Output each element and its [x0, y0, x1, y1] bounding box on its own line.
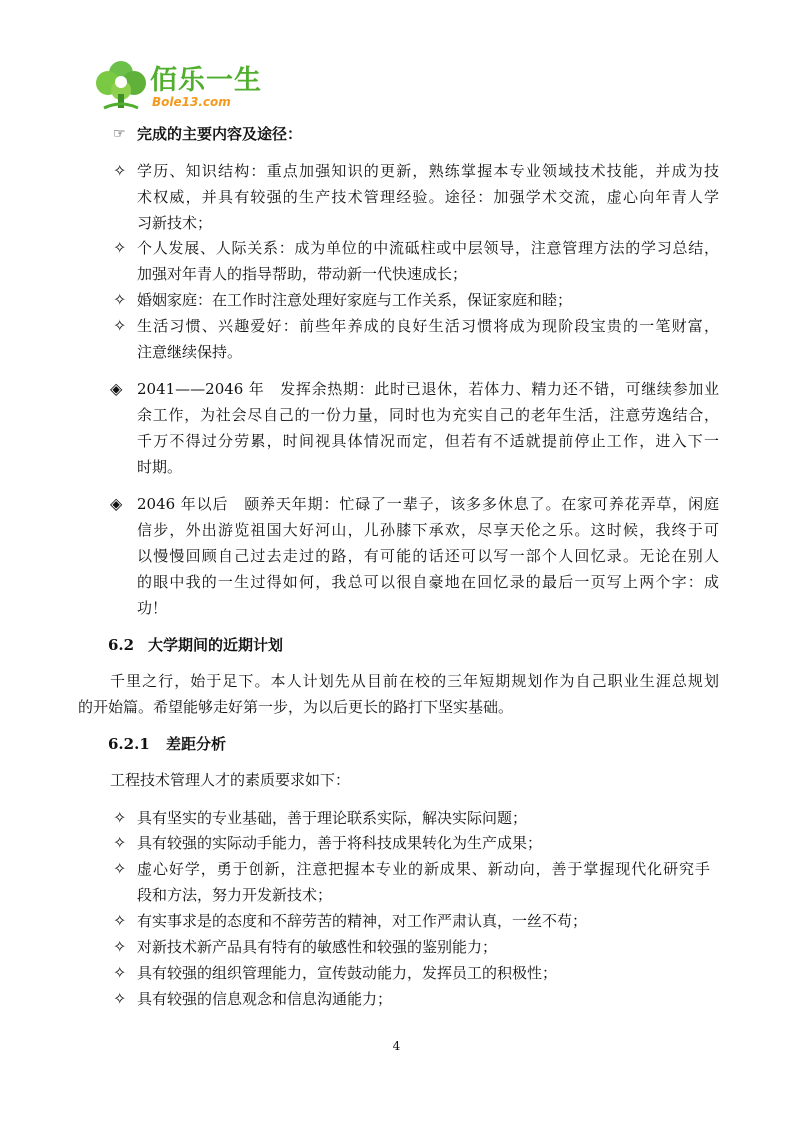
- diamond-bullet-icon: ✧: [113, 963, 127, 982]
- list-item-line: 具有较强的组织管理能力，宣传鼓动能力，发挥员工的积极性；: [137, 964, 558, 982]
- list-item-line: 具有坚实的专业基础，善于理论联系实际，解决实际问题；: [137, 809, 528, 827]
- phase-line: 余工作，为社会尽自己的一份力量，同时也为充实自己的老年生活，注意劳逸结合，: [137, 406, 719, 424]
- list-item-line: 具有较强的信息观念和信息沟通能力；: [137, 990, 393, 1008]
- phase-line: 的眼中我的一生过得如何，我总可以很自豪地在回忆录的最后一页写上两个字：成: [137, 573, 719, 591]
- diamond-bullet-icon: ✧: [113, 808, 127, 827]
- logo: [94, 58, 264, 116]
- list-item-line: 个人发展、人际关系：成为单位的中流砥柱或中层领导，注意管理方法的学习总结，: [137, 239, 719, 257]
- logo-name: 佰乐一生: [150, 65, 262, 96]
- subsection-number: 6.2.1: [108, 735, 150, 753]
- diamond-bullet-icon: ✧: [113, 290, 127, 309]
- phase-line: 2046 年以后 颐养天年期：忙碌了一辈子，该多多休息了。在家可养花弄草，闲庭: [137, 495, 719, 513]
- tree-logo-icon: [94, 58, 148, 114]
- diamond-bullet-icon: ✧: [113, 161, 127, 180]
- diamond-bullet-icon: ✧: [113, 911, 127, 930]
- list-item-line: 婚姻家庭：在工作时注意处理好家庭与工作关系，保证家庭和睦；: [137, 291, 573, 309]
- section-number: 6.2: [108, 636, 135, 654]
- list-item-line: 虚心好学，勇于创新，注意把握本专业的新成果、新动向，善于掌握现代化研究手: [137, 860, 710, 878]
- diamond-bullet-icon: ✧: [113, 316, 127, 335]
- section-title: 大学期间的近期计划: [148, 636, 284, 654]
- diamond-star-bullet-icon: ◈: [110, 379, 123, 398]
- paragraph-line: 千里之行，始于足下。本人计划先从目前在校的三年短期规划作为自己职业生涯总规划: [110, 672, 719, 690]
- diamond-bullet-icon: ✧: [113, 989, 127, 1008]
- subsection-title: 差距分析: [166, 735, 227, 753]
- diamond-bullet-icon: ✧: [113, 859, 127, 878]
- paragraph-line: 的开始篇。希望能够走好第一步，为以后更长的路打下坚实基础。: [78, 698, 514, 716]
- phase-line: 千万不得过分劳累，时间视具体情况而定，但若有不适就提前停止工作，进入下一: [137, 432, 719, 450]
- page-number: 4: [392, 1039, 401, 1053]
- phase-line: 2041——2046 年 发挥余热期：此时已退休，若体力、精力还不错，可继续参加业: [137, 380, 719, 398]
- section-heading: 完成的主要内容及途径：: [137, 125, 303, 143]
- phase-line: 以慢慢回顾自己过去走过的路，有可能的话还可以写一部个人回忆录。无论在别人: [137, 547, 719, 565]
- hand-pointer-icon: ☞: [113, 126, 126, 142]
- phase-line: 功！: [137, 599, 168, 617]
- diamond-bullet-icon: ✧: [113, 937, 127, 956]
- logo-site: Bole13.com: [152, 95, 231, 109]
- list-item-line: 加强对年青人的指导帮助，带动新一代快速成长；: [137, 265, 468, 283]
- list-item-line: 有实事求是的态度和不辞劳苦的精神，对工作严肃认真，一丝不苟；: [137, 912, 588, 930]
- diamond-star-bullet-icon: ◈: [110, 494, 123, 513]
- phase-line: 信步，外出游览祖国大好河山，儿孙膝下承欢，尽享天伦之乐。这时候，我终于可: [137, 521, 719, 539]
- list-item-line: 具有较强的实际动手能力，善于将科技成果转化为生产成果；: [137, 834, 543, 852]
- list-item-line: 习新技术；: [137, 214, 213, 232]
- diamond-bullet-icon: ✧: [113, 833, 127, 852]
- list-item-line: 学历、知识结构：重点加强知识的更新，熟练掌握本专业领域技术技能，并成为技: [137, 162, 719, 180]
- intro-text: 工程技术管理人才的素质要求如下：: [110, 771, 351, 789]
- list-item-line: 对新技术新产品具有特有的敏感性和较强的鉴别能力；: [137, 938, 498, 956]
- list-item-line: 生活习惯、兴趣爱好：前些年养成的良好生活习惯将成为现阶段宝贵的一笔财富，: [137, 317, 719, 335]
- list-item-line: 注意继续保持。: [137, 343, 243, 361]
- list-item-line: 术权威，并具有较强的生产技术管理经验。途径：加强学术交流，虚心向年青人学: [137, 188, 719, 206]
- diamond-bullet-icon: ✧: [113, 238, 127, 257]
- list-item-line: 段和方法，努力开发新技术；: [137, 886, 333, 904]
- phase-line: 时期。: [137, 458, 183, 476]
